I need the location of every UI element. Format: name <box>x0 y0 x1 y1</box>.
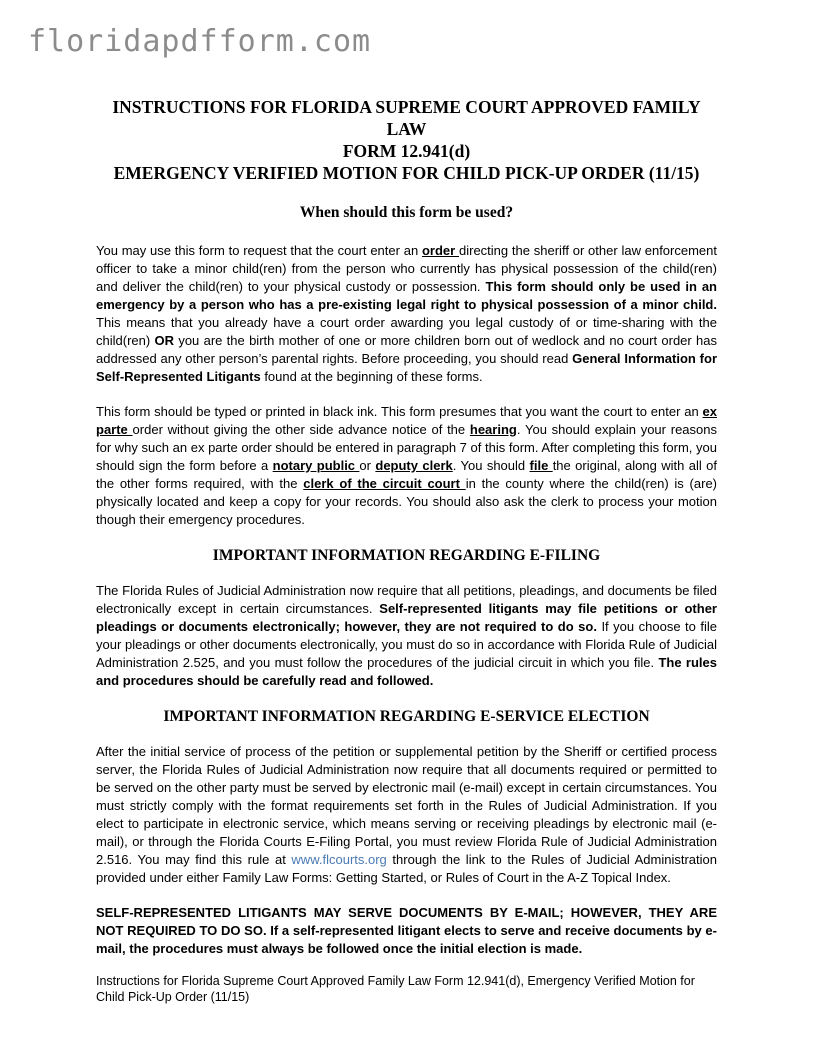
paragraph-e-service: After the initial service of process of the petition or supplemental petition by the Sheriff or certified process server, the Florida Rules of Judicial Administration now require that all documents required or permitted to be served on the other party must be served by electronic mail (e-mail) except in certain circumstances. You must strictly comply with the format requirements set forth in the Rules of Judicial Administration. If you elect to participate in electronic service, which means serving or receiving pleadings by electronic mail (e-mail), or through the Florida Courts E-Filing Portal, you must review Florida Rule of Judicial Administration 2.516. You may find this rule at www.flcourts.org through the link to the Rules of Judicial Administration provided under either Family Law Forms: Getting Started, or Rules of Court in the A-Z Topical Index. <box>96 744 717 885</box>
title-line-2: FORM 12.941(d) <box>342 141 471 161</box>
document-title <box>96 96 717 184</box>
link-clerk-circuit-court[interactable]: clerk of the circuit court <box>303 476 466 491</box>
paragraph-e-filing: The Florida Rules of Judicial Administration now require that all petitions, pleadings, and documents be filed electronically except in certain circumstances. Self-represented litigants may file petitions or other pleadings or documents electronically; however, they are not required to do so. If you choose to file your pleadings or other documents electronically, you must do so in accordance with Florida Rule of Judicial Administration 2.525, and you must follow the procedures of the judicial circuit in which you file. The rules and procedures should be carefully read and followed. <box>96 583 717 688</box>
flcourts-link[interactable]: www.flcourts.org <box>291 852 387 867</box>
link-notary-public[interactable]: notary public <box>272 458 360 473</box>
section-heading-e-filing: IMPORTANT INFORMATION REGARDING E-FILING <box>212 547 601 564</box>
paragraph-when-used: You may use this form to request that the court enter an order directing the sheriff or other law enforcement officer to take a minor child(ren) from the person who currently has physical possession of the child(ren) and deliver the child(ren) to your physical custody or possession. This form should only be used in an emergency by a person who has a pre-existing legal right to physical possession of a minor child. This means that you already have a court order awarding you legal custody of or time-sharing with the child(ren) OR you are the birth mother of one or more children born out of wedlock and no court order has addressed any other person’s parental rights. Before proceeding, you should read General Information for Self-Represented Litigants found at the beginning of these forms. <box>96 243 718 384</box>
paragraph-e-mail-notice: SELF-REPRESENTED LITIGANTS MAY SERVE DOCUMENTS BY E-MAIL; HOWEVER, THEY ARE NOT REQUIRED TO DO SO. If a self-represented litigant elects to serve and receive documents by e-mail, the procedures must always be followed once the initial election is made. <box>96 905 717 956</box>
page-footer: Instructions for Florida Supreme Court Approved Family Law Form 12.941(d), Emergency Verified Motion for Child Pick-Up Order (11/15) <box>96 974 695 1004</box>
document-page <box>96 96 717 958</box>
paragraph-ex-parte: This form should be typed or printed in black ink. This form presumes that you want the court to enter an ex parte order without giving the other side advance notice of the hearing. You should explain your reasons for why such an ex parte order should be entered in paragraph 7 of this form. After completing this form, you should sign the form before a notary public or deputy clerk. You should file the original, along with all of the other forms required, with the clerk of the circuit court in the county where the child(ren) is (are) physically located and keep a copy for your records. You should also ask the clerk to process your motion though their emergency procedures. <box>96 404 718 527</box>
section-heading-e-service: IMPORTANT INFORMATION REGARDING E-SERVICE ELECTION <box>163 708 650 725</box>
watermark: floridapdfform.com <box>28 24 372 59</box>
title-line-3: EMERGENCY VERIFIED MOTION FOR CHILD PICK-UP ORDER (11/15) <box>113 163 700 183</box>
link-hearing[interactable]: hearing <box>469 422 517 437</box>
link-order[interactable]: order <box>421 243 459 258</box>
link-file[interactable]: file <box>529 458 553 473</box>
link-deputy-clerk[interactable]: deputy clerk <box>375 458 453 473</box>
link-ex-parte[interactable]: ex parte <box>96 404 717 437</box>
section-heading-when-used: When should this form be used? <box>299 204 514 221</box>
title-line-1: INSTRUCTIONS FOR FLORIDA SUPREME COURT APPROVED FAMILY LAW <box>112 97 701 139</box>
